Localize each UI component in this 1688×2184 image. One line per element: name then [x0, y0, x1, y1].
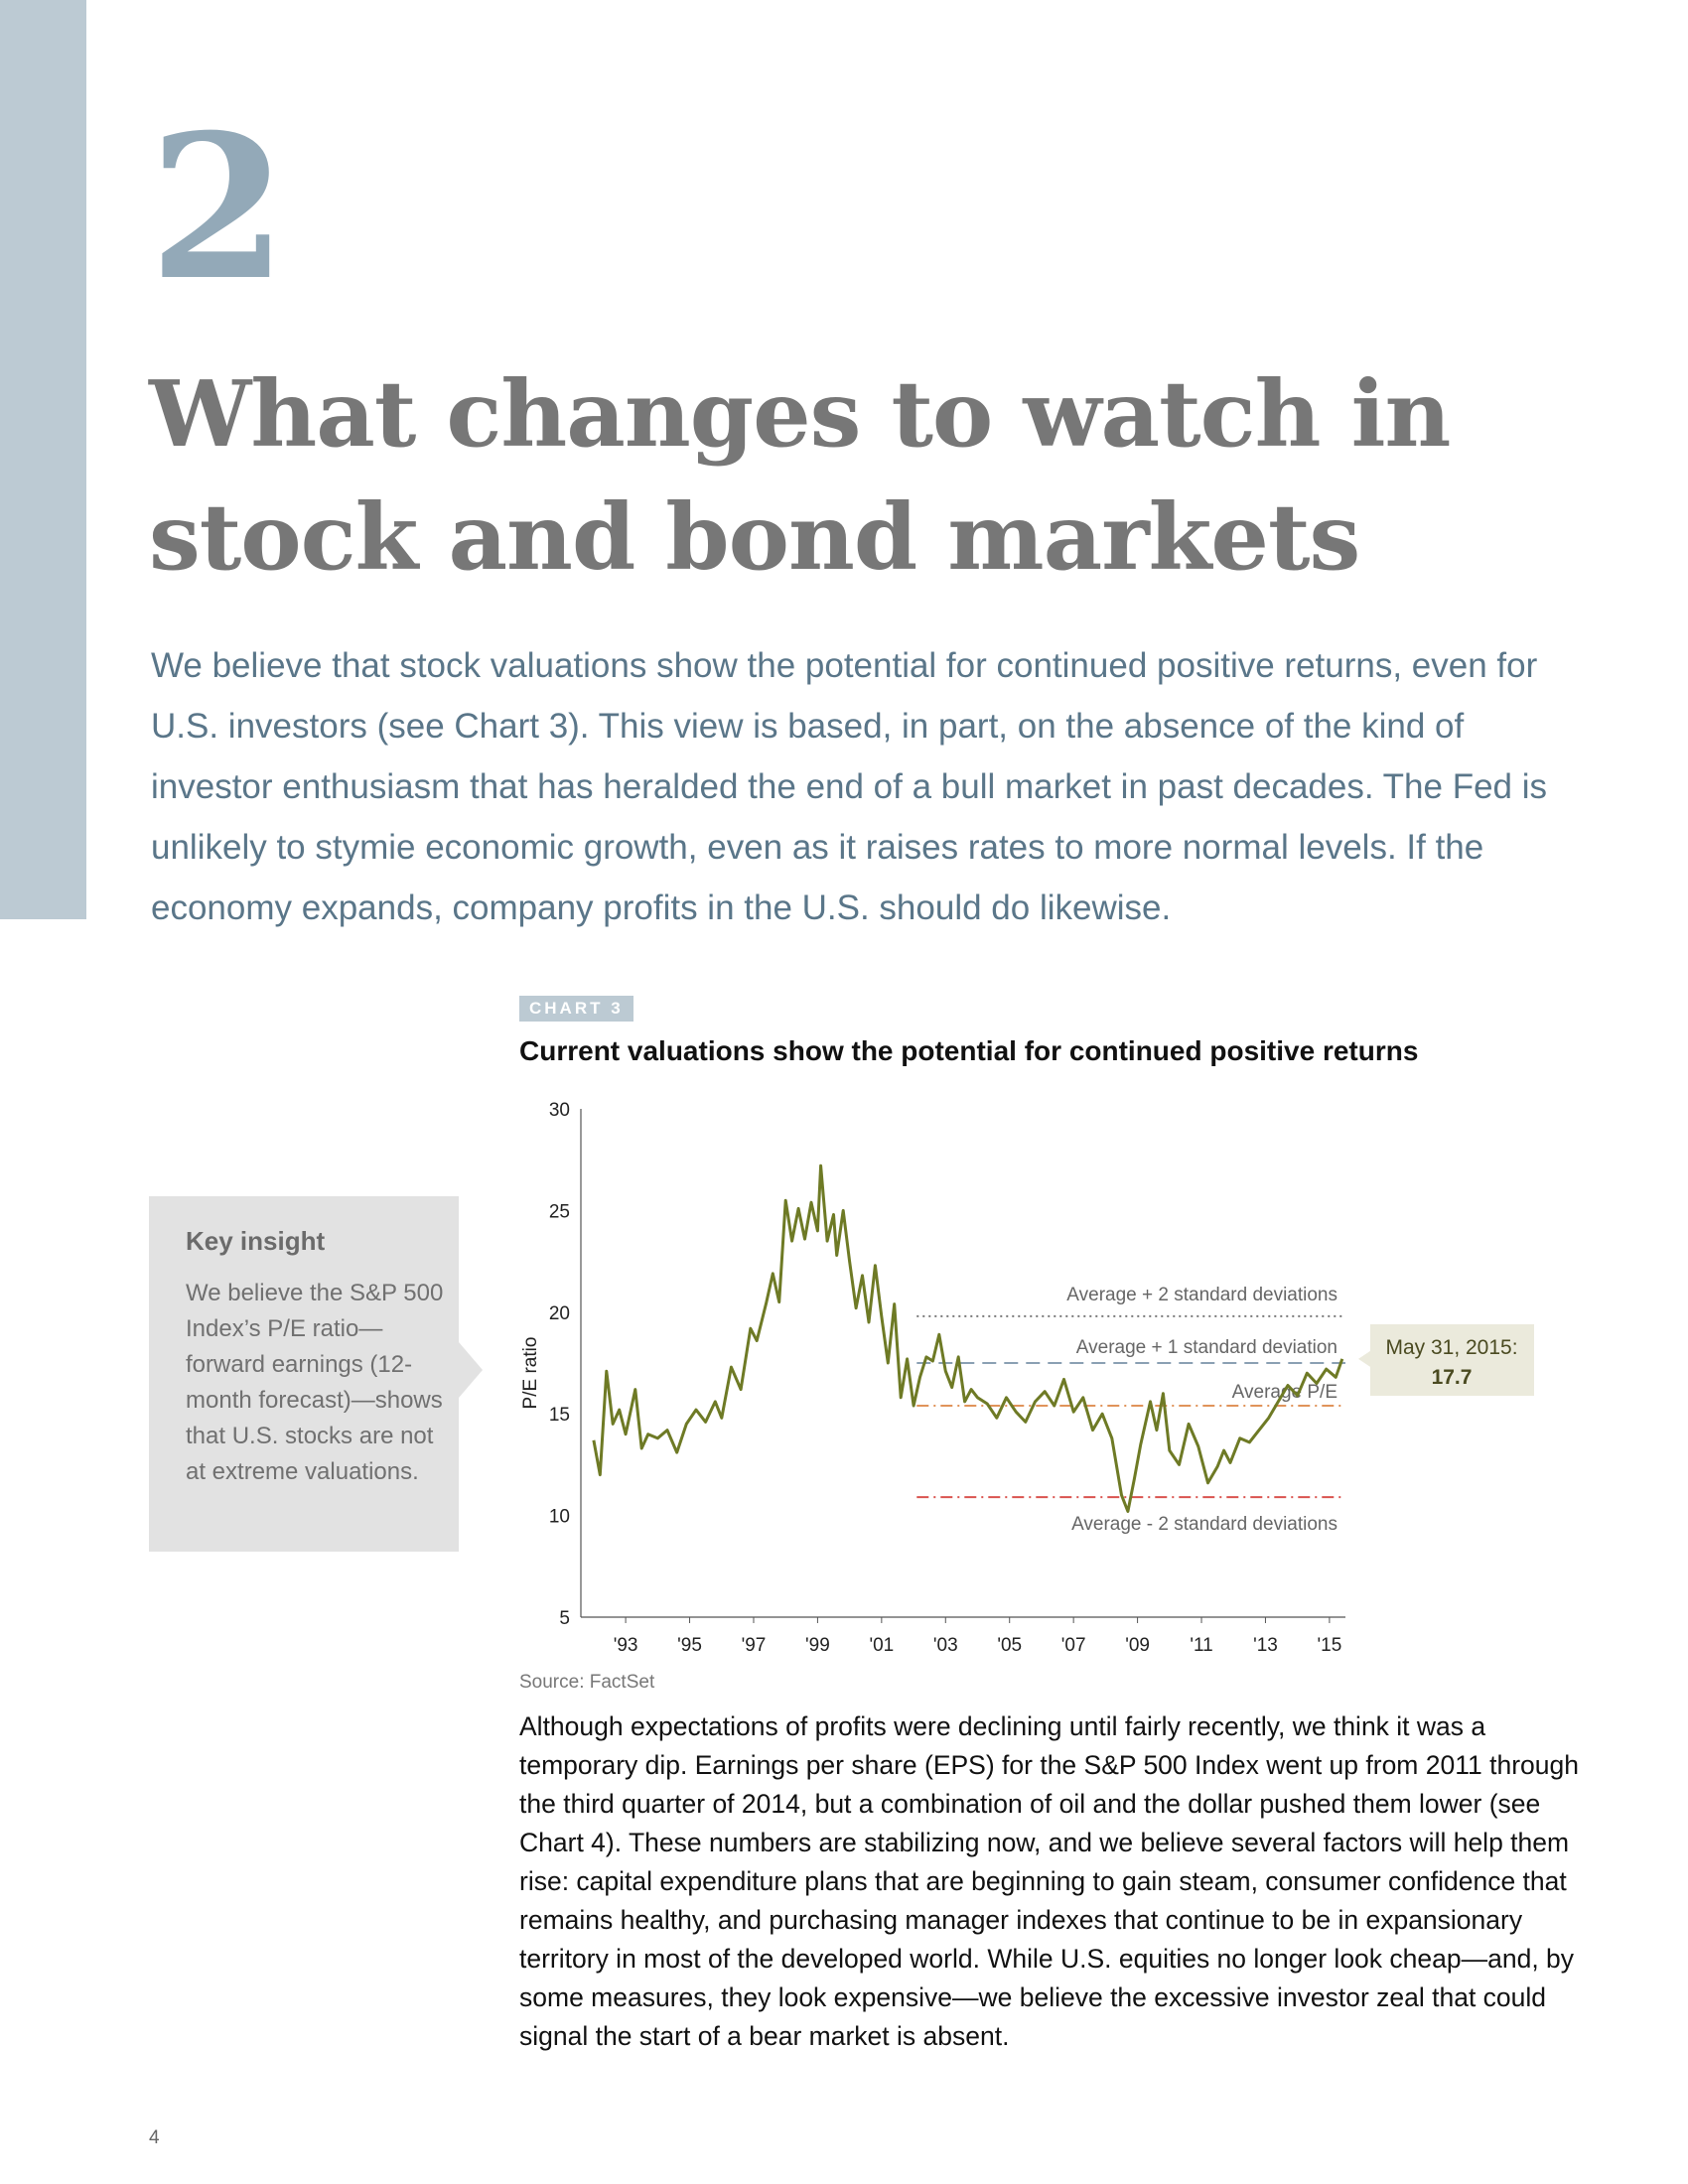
page-number: 4	[149, 2127, 160, 2148]
x-tick-label: '95	[677, 1635, 702, 1656]
x-tick-label: '09	[1125, 1635, 1150, 1656]
x-tick-label: '07	[1060, 1635, 1086, 1656]
y-axis-title: P/E ratio	[520, 1336, 541, 1410]
y-tick-label: 30	[548, 1100, 570, 1121]
x-tick-label: '99	[805, 1635, 830, 1656]
chart-tag: CHART 3	[519, 996, 633, 1022]
reference-line-label: Average + 1 standard deviation	[1075, 1337, 1337, 1358]
reference-line-label: Average P/E	[1231, 1382, 1337, 1404]
chart-title: Current valuations show the potential for continued positive returns	[519, 1035, 1419, 1066]
intro-paragraph: We believe that stock valuations show the potential for continued positive returns, even for U.S. investors (see Chart 3). This view is based, in part, on the absence of the kind of investor enthusiasm that has heralded the end of a bull market in past decades. The Fed is unlikely to stymie economic growth, even as it raises rates to more normal levels. If the economy expands, company profits in the U.S. should do likewise.	[151, 646, 1548, 927]
chart-source: Source: FactSet	[519, 1672, 655, 1693]
callout-pointer	[1358, 1351, 1370, 1367]
y-tick-label: 5	[559, 1608, 570, 1629]
x-tick-label: '13	[1253, 1635, 1278, 1656]
y-tick-label: 20	[548, 1302, 570, 1324]
section-heading: What changes to watch in stock and bond markets	[149, 360, 1451, 591]
key-insight-title: Key insight	[186, 1226, 326, 1256]
y-tick-label: 10	[548, 1506, 570, 1528]
callout-value: 17.7	[1431, 1366, 1473, 1389]
reference-line-label: Average - 2 standard deviations	[1071, 1514, 1337, 1536]
x-tick-label: '01	[869, 1635, 895, 1656]
key-insight-text: We believe the S&P 500 Index’s P/E ratio—forward earnings (12-month forecast)—shows that U.S. stocks are not at extreme valuations.	[186, 1280, 444, 1485]
x-tick-label: '93	[613, 1635, 638, 1656]
x-tick-label: '15	[1317, 1635, 1342, 1656]
x-tick-label: '03	[932, 1635, 958, 1656]
y-tick-label: 25	[548, 1201, 570, 1223]
x-tick-label: '05	[997, 1635, 1023, 1656]
y-tick-label: 15	[548, 1405, 570, 1427]
x-tick-label: '11	[1190, 1635, 1213, 1656]
callout-date: May 31, 2015:	[1385, 1336, 1518, 1359]
x-tick-label: '97	[741, 1635, 767, 1656]
reference-line-label: Average + 2 standard deviations	[1066, 1284, 1337, 1305]
body-paragraph: Although expectations of profits were declining until fairly recently, we think it was a temporary dip. Earnings per share (EPS) for the S&P 500 Index went up from 2011 through the third quarter of 2014, but a combination of oil and the dollar pushed them lower (see Chart 4). These numbers are stabilizing now, and we believe several factors will help them rise: capital expenditure plans that are beginning to gain steam, consumer confidence that remains healthy, and purchasing manager indexes that continue to be in expansionary territory in most of the developed world. While U.S. equities no longer look cheap—and, by some measures, they look expensive—we believe the excessive investor zeal that could signal the start of a bear market is absent.	[519, 1711, 1579, 2051]
section-number: 2	[149, 91, 288, 325]
